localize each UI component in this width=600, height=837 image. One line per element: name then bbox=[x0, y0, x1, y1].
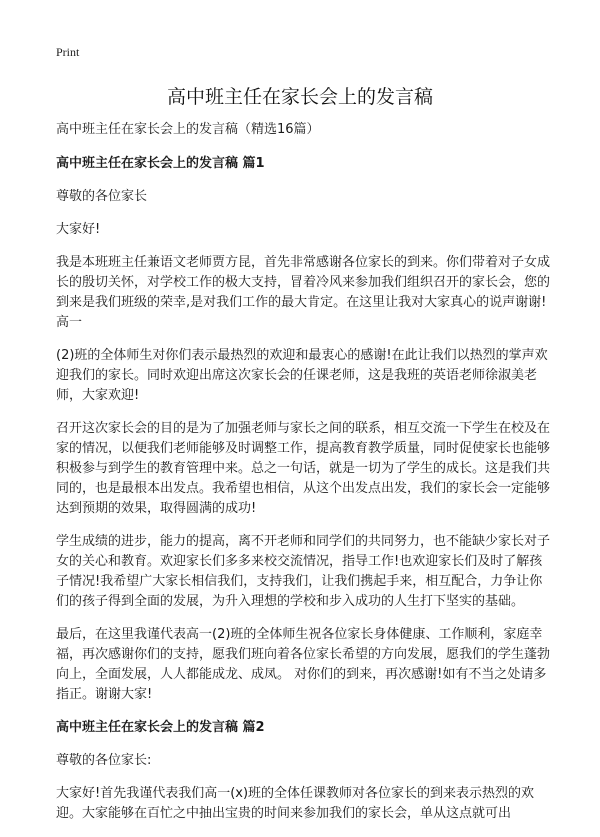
paragraph: 最后，在这里我谨代表高一(2)班的全体师生祝各位家长身体健康、工作顺利，家庭幸福，再次感谢你们的支持，愿我们班向着各位家长希望的方向发展，愿我们的学生蓬勃向上，全面发展，人人都能成龙、成凤。 对你们的到来，再次感谢!如有不当之处请多指正。谢谢大家! bbox=[56, 627, 551, 702]
paragraph: 召开这次家长会的目的是为了加强老师与家长之间的联系，相互交流一下学生在校及在家的情况，以便我们老师能够及时调整工作，提高教育教学质量，同时促使家长也能够积极参与到学生的教育管理中来。总之一句话，就是一切为了学生的成长。这是我们共同的，也是最根本出发点。我希望也相信，从这个出发点出发，我们的家长会一定能够达到预期的效果，取得圆满的成功! bbox=[56, 421, 551, 516]
print-label: Print bbox=[56, 45, 80, 59]
greeting-1: 尊敬的各位家长 bbox=[56, 189, 148, 204]
document-subtitle: 高中班主任在家长会上的发言稿（精选16篇） bbox=[56, 122, 320, 137]
paragraph: 大家好!首先我谨代表我们高一(x)班的全体任课教师对各位家长的到来表示热烈的欢迎。大家能够在百忙之中抽出宝贵的时间来参加我们的家长会，单从这点就可出 bbox=[56, 786, 535, 821]
salutation-1: 大家好! bbox=[56, 222, 101, 237]
paragraph: 我是本班班主任兼语文老师贾方昆，首先非常感谢各位家长的到来。你们带着对子女成长的殷切关怀，对学校工作的极大支持，冒着冷风来参加我们组织召开的家长会，您的到来是我们班级的荣幸,是对我们工作的最大肯定。在这里让我对大家真心的说声谢谢!高一 bbox=[56, 255, 551, 330]
greeting-2: 尊敬的各位家长: bbox=[56, 753, 152, 768]
section-heading-2: 高中班主任在家长会上的发言稿 篇2 bbox=[56, 720, 265, 735]
section-heading-1: 高中班主任在家长会上的发言稿 篇1 bbox=[56, 156, 265, 171]
page-title: 高中班主任在家长会上的发言稿 bbox=[166, 86, 433, 108]
paragraph: (2)班的全体师生对你们表示最热烈的欢迎和最衷心的感谢!在此让我们以热烈的掌声欢迎我们的家长。同时欢迎出席这次家长会的任课老师，这是我班的英语老师徐淑美老师，大家欢迎! bbox=[56, 348, 548, 403]
document-body bbox=[56, 120, 550, 837]
paragraph: 学生成绩的进步，能力的提高，离不开老师和同学们的共同努力，也不能缺少家长对子女的关心和教育。欢迎家长们多多来校交流情况，指导工作!也欢迎家长们及时了解孩子情况!我希望广大家长相信我们，支持我们，让我们携起手来，相互配合，力争让你们的孩子得到全面的发展，为升入理想的学校和步入成功的人生打下坚实的基础。 bbox=[56, 534, 551, 609]
